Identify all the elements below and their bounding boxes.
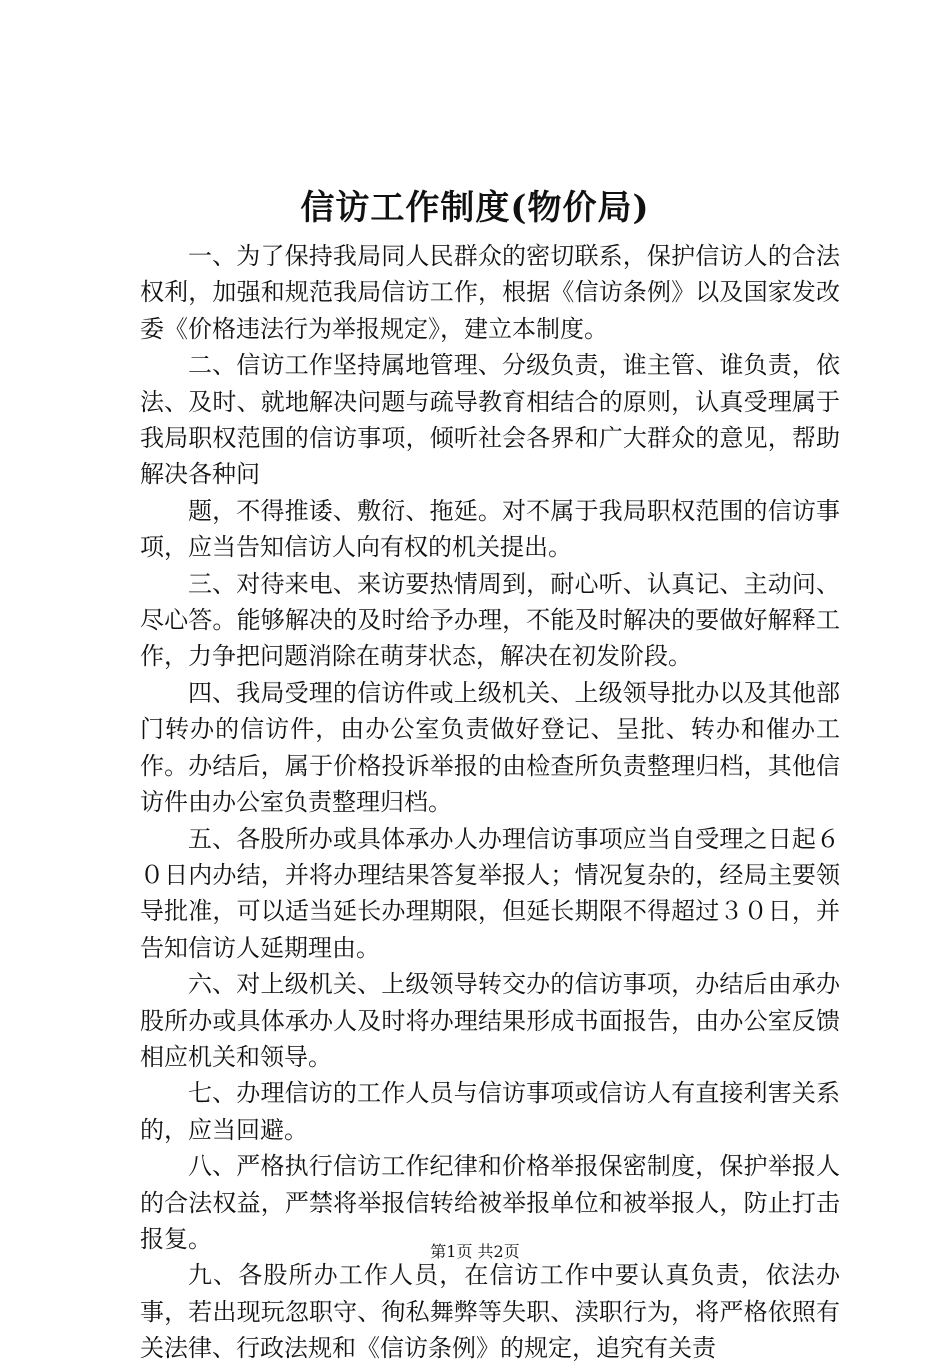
- paragraph-7: 七、办理信访的工作人员与信访事项或信访人有直接利害关系的，应当回避。: [140, 1079, 840, 1144]
- paragraph-9: 九、各股所办工作人员，在信访工作中要认真负责，依法办事，若出现玩忽职守、徇私舞弊等失职、渎职行为，将严格依照有关法律、行政法规和《信访条例》的规定，追究有关责: [140, 1261, 840, 1363]
- document-title: 信访工作制度(物价局): [300, 188, 650, 228]
- document-body: [140, 238, 840, 1367]
- paragraph-6: 六、对上级机关、上级领导转交办的信访事项，办结后由承办股所办或具体承办人及时将办理结果形成书面报告，由办公室反馈相应机关和领导。: [140, 970, 840, 1071]
- paragraph-2: 二、信访工作坚持属地管理、分级负责，谁主管、谁负责，依法、及时、就地解决问题与疏导教育相结合的原则，认真受理属于我局职权范围的信访事项，倾听社会各界和广大群众的意见，帮助解决各种问: [140, 351, 840, 489]
- paragraph-5: 五、各股所办或具体承办人办理信访事项应当自受理之日起６０日内办结，并将办理结果答复举报人；情况复杂的，经局主要领导批准，可以适当延长办理期限，但延长期限不得超过３０日，并告知信访人延期理由。: [140, 824, 840, 962]
- page-footer: 第1页 共2页: [430, 1242, 520, 1261]
- paragraph-1: 一、为了保持我局同人民群众的密切联系，保护信访人的合法权利，加强和规范我局信访工作，根据《信访条例》以及国家发改委《价格违法行为举报规定》，建立本制度。: [140, 242, 840, 343]
- paragraph-4: 四、我局受理的信访件或上级机关、上级领导批办以及其他部门转办的信访件，由办公室负责做好登记、呈批、转办和催办工作。办结后，属于价格投诉举报的由检查所负责整理归档，其他信访件由办公室负责整理归档。: [140, 678, 840, 817]
- paragraph-3: 三、对待来电、来访要热情周到，耐心听、认真记、主动问、尽心答。能够解决的及时给予办理，不能及时解决的要做好解释工作，力争把问题消除在萌芽状态，解决在初发阶段。: [140, 569, 840, 671]
- paragraph-8: 八、严格执行信访工作纪律和价格举报保密制度，保护举报人的合法权益，严禁将举报信转给被举报单位和被举报人，防止打击报复。: [140, 1152, 840, 1253]
- paragraph-2-continued: 题，不得推诿、敷衍、拖延。对不属于我局职权范围的信访事项，应当告知信访人向有权的机关提出。: [140, 496, 840, 562]
